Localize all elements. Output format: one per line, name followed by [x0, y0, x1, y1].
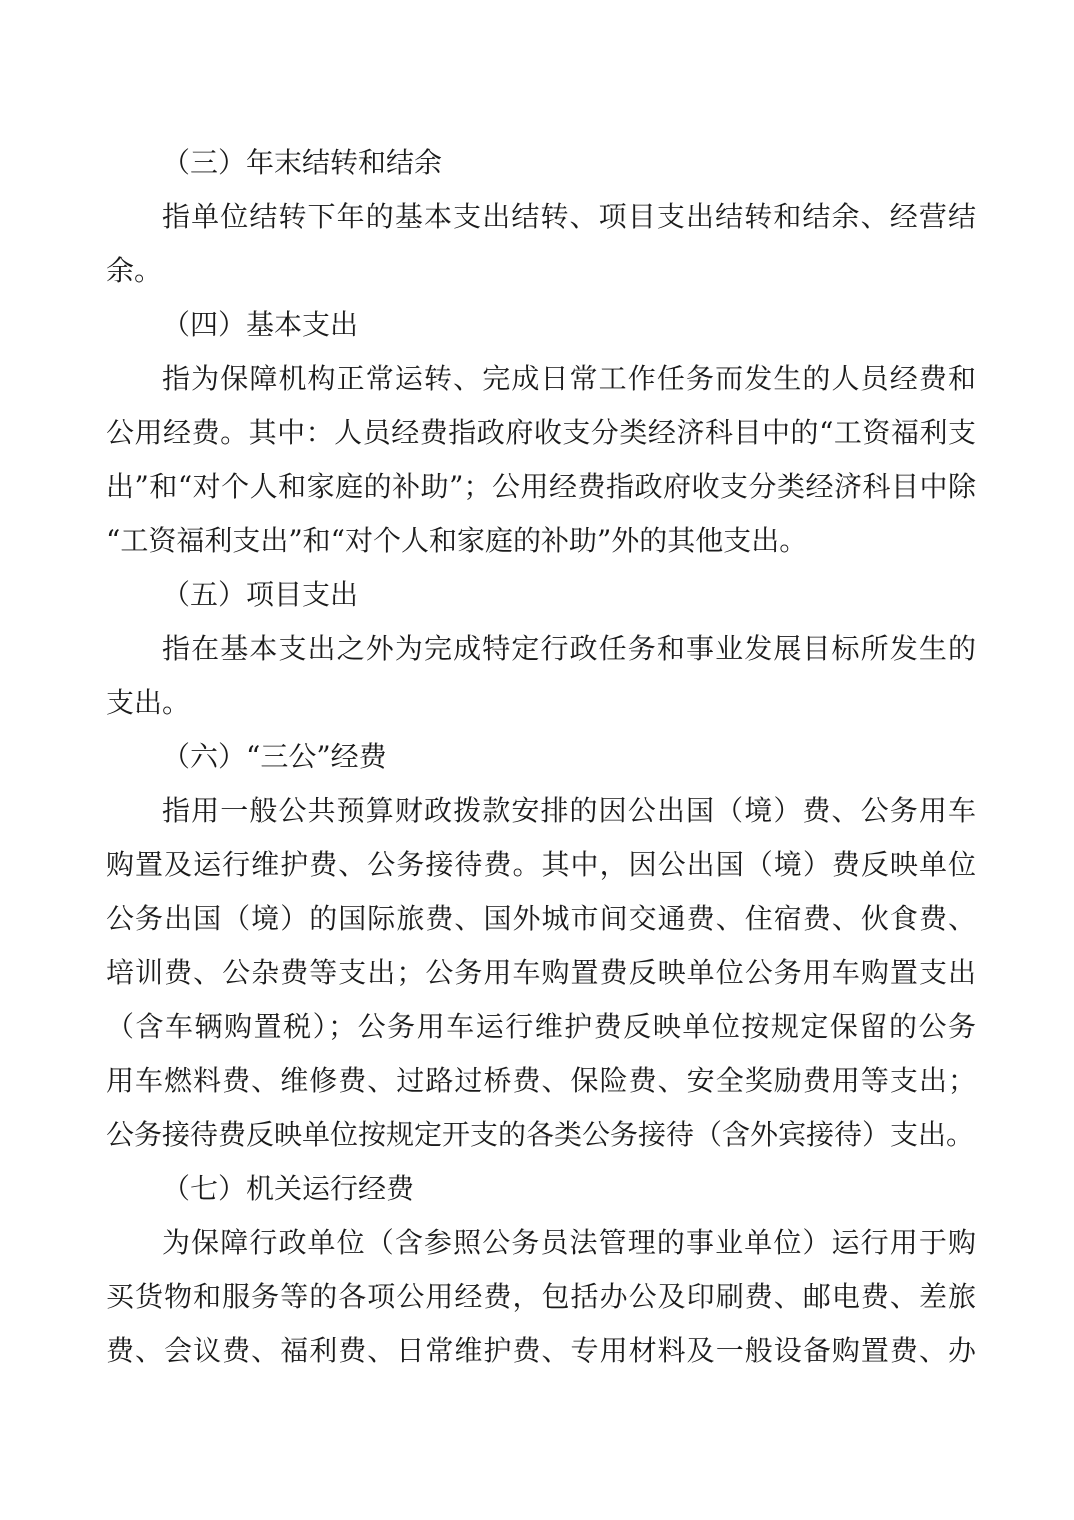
- paragraph-line: 买货物和服务等的各项公用经费，包括办公及印刷费、邮电费、差旅: [106, 1280, 976, 1313]
- paragraph-line: 公务出国（境）的国际旅费、国外城市间交通费、住宿费、伙食费、: [106, 902, 976, 935]
- paragraph-line: 支出。: [106, 686, 191, 719]
- section-heading: （六）“三公”经费: [162, 740, 387, 773]
- section-heading: （五）项目支出: [162, 578, 359, 611]
- section-heading: （七）机关运行经费: [162, 1172, 415, 1205]
- paragraph-line: 出”和“对个人和家庭的补助”；公用经费指政府收支分类经济科目中除: [106, 470, 976, 503]
- paragraph-line: 用车燃料费、维修费、过路过桥费、保险费、安全奖励费用等支出；: [106, 1064, 976, 1097]
- paragraph-line: 培训费、公杂费等支出；公务用车购置费反映单位公务用车购置支出: [106, 956, 976, 989]
- paragraph-line: 费、会议费、福利费、日常维护费、专用材料及一般设备购置费、办: [106, 1334, 976, 1367]
- paragraph-line: 指在基本支出之外为完成特定行政任务和事业发展目标所发生的: [162, 632, 976, 665]
- paragraph-line: “工资福利支出”和“对个人和家庭的补助”外的其他支出。: [106, 524, 808, 557]
- paragraph-line: 购置及运行维护费、公务接待费。其中，因公出国（境）费反映单位: [106, 848, 976, 881]
- document-page: [106, 136, 976, 1378]
- paragraph-line: 为保障行政单位（含参照公务员法管理的事业单位）运行用于购: [162, 1226, 976, 1259]
- paragraph-line: 公务接待费反映单位按规定开支的各类公务接待（含外宾接待）支出。: [106, 1118, 975, 1151]
- section-heading: （四）基本支出: [162, 308, 359, 341]
- paragraph-line: 指用一般公共预算财政拨款安排的因公出国（境）费、公务用车: [162, 794, 976, 827]
- section-heading: （三）年末结转和结余: [162, 146, 443, 179]
- paragraph-line: 余。: [106, 254, 163, 287]
- paragraph-line: 公用经费。其中：人员经费指政府收支分类经济科目中的“工资福利支: [106, 416, 976, 449]
- paragraph-line: （含车辆购置税）；公务用车运行维护费反映单位按规定保留的公务: [106, 1010, 976, 1043]
- paragraph-line: 指为保障机构正常运转、完成日常工作任务而发生的人员经费和: [162, 362, 976, 395]
- paragraph-line: 指单位结转下年的基本支出结转、项目支出结转和结余、经营结: [162, 200, 976, 233]
